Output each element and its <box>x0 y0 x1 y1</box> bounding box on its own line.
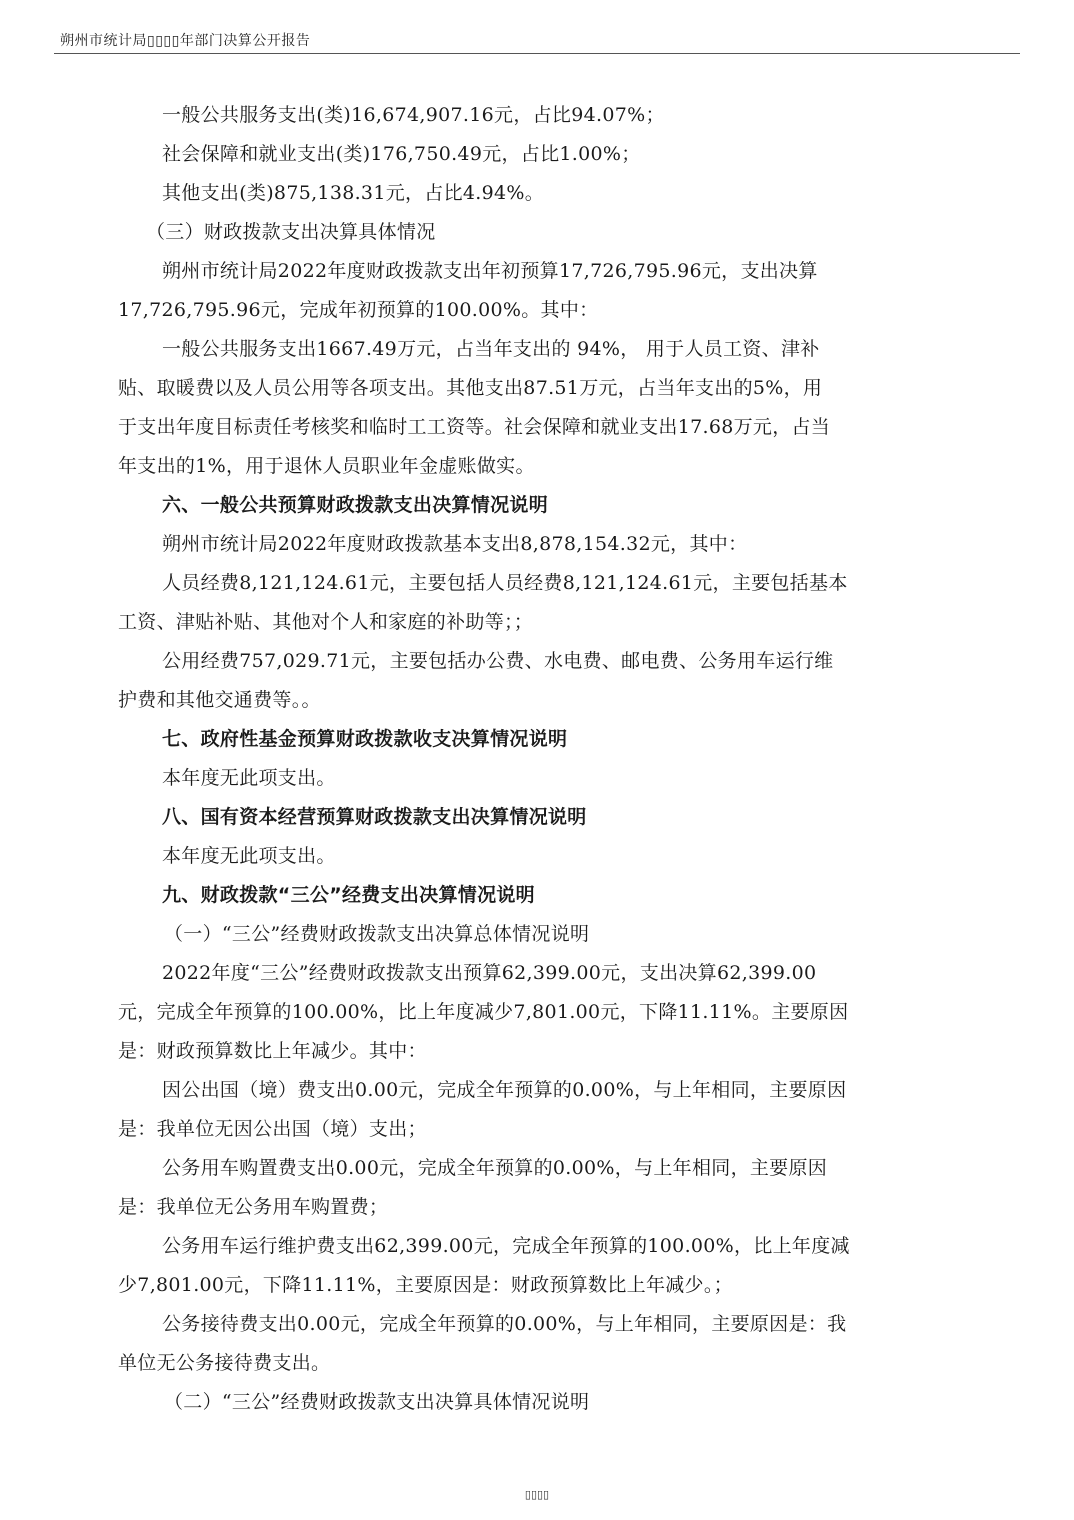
page-number: ▯▯▯▯ <box>524 1488 550 1501</box>
text-line: （一）“三公”经费财政拨款支出决算总体情况说明 <box>164 923 590 945</box>
text-line: 年支出的1%，用于退休人员职业年金虚账做实。 <box>118 455 535 477</box>
text-line: 公务用车购置费支出0.00元，完成全年预算的0.00%，与上年相同，主要原因 <box>162 1157 828 1179</box>
text-line: 人员经费8,121,124.61元，主要包括人员经费8,121,124.61元，主要包括基本 <box>162 572 848 594</box>
text-line: 护费和其他交通费等。。 <box>118 689 321 711</box>
text-line: 单位无公务接待费支出。 <box>118 1352 331 1374</box>
text-line: 是：财政预算数比上年减少。其中： <box>118 1040 427 1062</box>
text-line: 本年度无此项支出。 <box>162 767 336 789</box>
text-line: 公务接待费支出0.00元，完成全年预算的0.00%，与上年相同，主要原因是：我 <box>162 1313 847 1335</box>
text-line: 2022年度“三公”经费财政拨款支出预算62,399.00元，支出决算62,399.00 <box>162 962 817 984</box>
text-line: 17,726,795.96元，完成年初预算的100.00%。其中： <box>118 299 599 321</box>
text-line: 其他支出(类)875,138.31元，占比4.94%。 <box>162 182 545 204</box>
text-line: 公用经费757,029.71元，主要包括办公费、水电费、邮电费、公务用车运行维 <box>162 650 834 672</box>
text-line: 贴、取暖费以及人员公用等各项支出。其他支出87.51万元，占当年支出的5%，用 <box>118 377 823 399</box>
text-line: 公务用车运行维护费支出62,399.00元，完成全年预算的100.00%，比上年度减 <box>162 1235 850 1257</box>
text-line: 少7,801.00元，下降11.11%，主要原因是：财政预算数比上年减少。； <box>118 1274 733 1296</box>
text-line: 是：我单位无公务用车购置费； <box>118 1196 389 1218</box>
text-line: 元，完成全年预算的100.00%，比上年度减少7,801.00元，下降11.11%。主要原因 <box>118 1001 849 1023</box>
text-line: 朔州市统计局2022年度财政拨款基本支出8,878,154.32元，其中： <box>162 533 748 555</box>
text-line: 朔州市统计局2022年度财政拨款支出年初预算17,726,795.96元，支出决算 <box>162 260 818 282</box>
text-line: 一般公共服务支出1667.49万元，占当年支出的 94%， 用于人员工资、津补 <box>162 338 820 360</box>
running-header: 朔州市统计局▯▯▯▯年部门决算公开报告 <box>60 33 311 49</box>
text-line: 工资、津贴补贴、其他对个人和家庭的补助等；； <box>118 611 534 633</box>
header-divider <box>54 53 1020 54</box>
text-line: 社会保障和就业支出(类)176,750.49元，占比1.00%； <box>162 143 641 165</box>
text-line: （二）“三公”经费财政拨款支出决算具体情况说明 <box>164 1391 590 1413</box>
text-line: （三）财政拨款支出决算具体情况 <box>146 221 436 243</box>
text-line: 本年度无此项支出。 <box>162 845 336 867</box>
section-heading: 八、国有资本经营预算财政拨款支出决算情况说明 <box>162 806 587 828</box>
section-heading: 七、政府性基金预算财政拨款收支决算情况说明 <box>162 728 568 750</box>
section-heading: 六、一般公共预算财政拨款支出决算情况说明 <box>162 494 549 516</box>
text-line: 因公出国（境）费支出0.00元，完成全年预算的0.00%，与上年相同，主要原因 <box>162 1079 847 1101</box>
section-heading: 九、财政拨款“三公”经费支出决算情况说明 <box>162 884 535 906</box>
text-line: 一般公共服务支出(类)16,674,907.16元，占比94.07%； <box>162 104 665 126</box>
text-line: 是：我单位无因公出国（境）支出； <box>118 1118 427 1140</box>
text-line: 于支出年度目标责任考核奖和临时工工资等。社会保障和就业支出17.68万元，占当 <box>118 416 831 438</box>
document-body <box>118 96 948 1422</box>
